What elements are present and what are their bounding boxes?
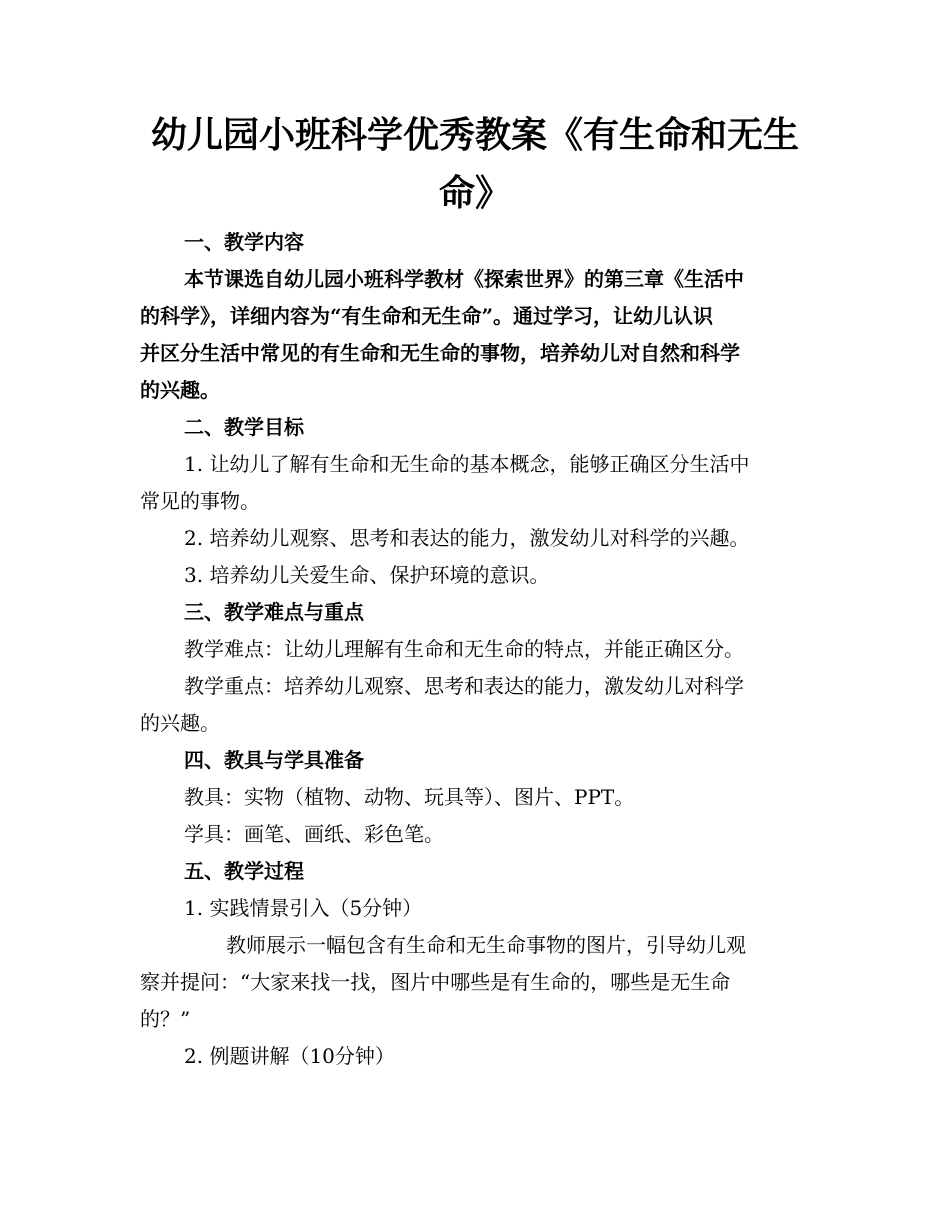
document-title [140,106,810,222]
goal-item: 2. 培养幼儿观察、思考和表达的能力，激发幼儿对科学的兴趣。 [184,526,750,550]
title-line-1: 幼儿园小班科学优秀教案《有生命和无生 [150,114,799,156]
goal-item-continuation: 常见的事物。 [140,489,260,513]
process-description-line: 教师展示一幅包含有生命和无生命事物的图片，引导幼儿观 [226,933,746,957]
content-paragraph-line: 本节课选自幼儿园小班科学教材《探索世界》的第三章《生活中 [184,267,744,291]
teaching-aids-line: 教具：实物（植物、动物、玩具等）、图片、PPT。 [184,785,635,809]
difficulty-line: 教学难点：让幼儿理解有生命和无生命的特点，并能正确区分。 [184,637,744,661]
heading-teaching-process: 五、教学过程 [184,859,304,883]
heading-teaching-goals: 二、教学目标 [184,415,304,439]
content-paragraph-line: 的科学》，详细内容为“有生命和无生命”。通过学习，让幼儿认识 [140,304,714,328]
heading-teaching-content: 一、教学内容 [184,230,304,254]
focus-line-continuation: 的兴趣。 [140,711,220,735]
process-description-line: 的？” [140,1007,191,1031]
heading-difficulty-and-focus: 三、教学难点与重点 [184,600,364,624]
process-step: 2. 例题讲解（10分钟） [184,1044,395,1068]
content-paragraph-line: 并区分生活中常见的有生命和无生命的事物，培养幼儿对自然和科学 [140,341,740,365]
goal-item: 3. 培养幼儿关爱生命、保护环境的意识。 [184,563,550,587]
process-step: 1. 实践情景引入（5分钟） [184,896,423,920]
process-description-line: 察并提问：“大家来找一找，图片中哪些是有生命的，哪些是无生命 [140,970,731,994]
learning-aids-line: 学具：画笔、画纸、彩色笔。 [184,822,444,846]
content-paragraph-line: 的兴趣。 [140,378,220,402]
focus-line: 教学重点：培养幼儿观察、思考和表达的能力，激发幼儿对科学 [184,674,744,698]
goal-item: 1. 让幼儿了解有生命和无生命的基本概念，能够正确区分生活中 [184,452,750,476]
title-line-2: 命》 [438,172,511,214]
heading-materials: 四、教具与学具准备 [184,748,364,772]
